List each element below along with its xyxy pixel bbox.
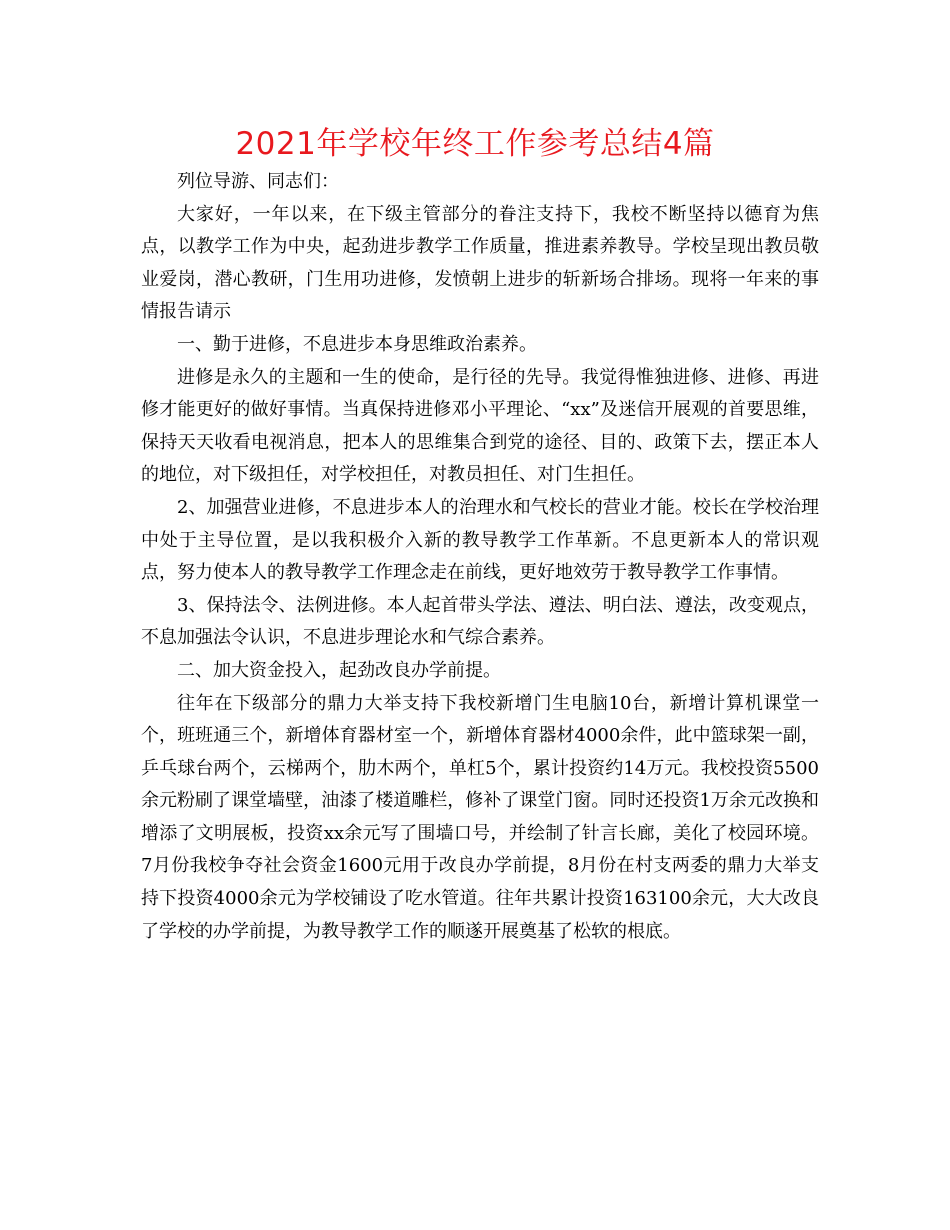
document-body [141,166,819,948]
paragraph: 往年在下级部分的鼎力大举支持下我校新增门生电脑10台，新增计算机课堂一个，班班通三个，新增体育器材室一个，新增体育器材4000余件，此中篮球架一副，乒乓球台两个，云梯两个，肋木两个，单杠5个，累计投资约14万元。我校投资5500余元粉刷了课堂墙壁，油漆了楼道雕栏，修补了课堂门窗。同时还投资1万余元改换和增添了文明展板，投资xx余元写了围墙口号，并绘制了针言长廊，美化了校园环境。7月份我校争夺社会资金1600元用于改良办学前提，8月份在村支两委的鼎力大举支持下投资4000余元为学校铺设了吃水管道。往年共累计投资163100余元，大大改良了学校的办学前提，为教导教学工作的顺遂开展奠基了松软的根底。 [141,692,819,942]
paragraph-section-heading: 一、勤于进修，不息进步本身思维政治素养。 [177,333,537,355]
paragraph-section-heading: 二、加大资金投入，起劲改良办学前提。 [177,659,501,681]
paragraph: 进修是永久的主题和一生的使命，是行径的先导。我觉得惟独进修、进修、再进修才能更好的做好事情。当真保持进修邓小平理论、“xx”及迷信开展观的首要思维，保持天天收看电视消息，把本人的思维集合到党的途径、目的、政策下去，摆正本人的地位，对下级担任，对学校担任，对教员担任、对门生担任。 [141,366,819,486]
paragraph-salutation: 列位导游、同志们： [177,171,339,192]
paragraph: 2、加强营业进修，不息进步本人的治理水和气校长的营业才能。校长在学校治理中处于主导位置，是以我积极介入新的教导教学工作革新。不息更新本人的常识观点，努力使本人的教导教学工作理念走在前线，更好地效劳于教导教学工作事情。 [141,496,819,584]
paragraph-intro: 大家好，一年以来，在下级主管部分的眷注支持下，我校不断坚持以德育为焦点，以教学工作为中央，起劲进步教学工作质量，推进素养教导。学校呈现出教员敬业爱岗，潜心教研，门生用功进修，发愤朝上进步的斩新场合排场。现将一年来的事情报告请示 [141,203,819,323]
document-title: 2021年学校年终工作参考总结4篇 [235,126,715,162]
paragraph: 3、保持法令、法例进修。本人起首带头学法、遵法、明白法、遵法，改变观点，不息加强法令认识，不息进步理论水和气综合素养。 [141,594,819,649]
